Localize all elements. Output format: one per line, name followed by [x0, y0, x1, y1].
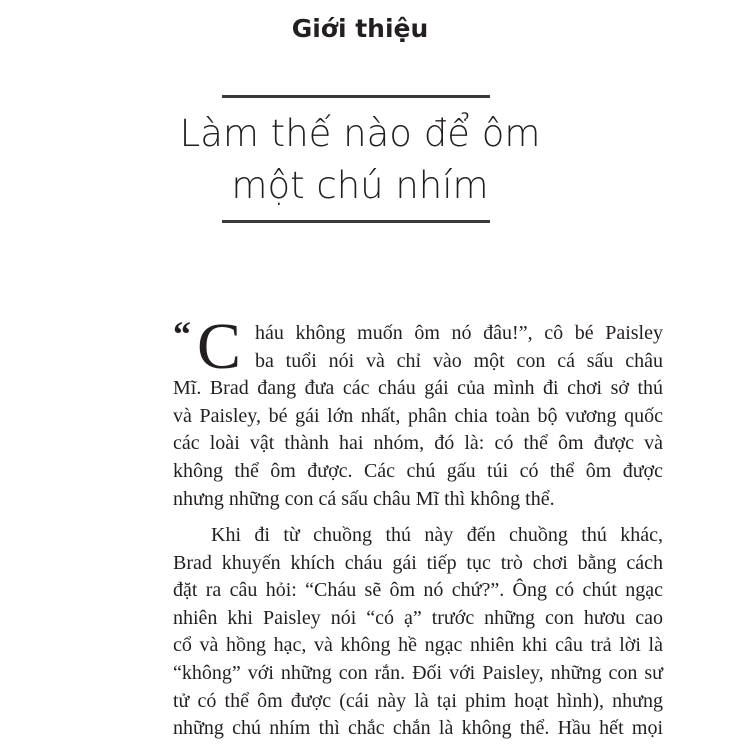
title-top-rule: [222, 95, 490, 98]
chapter-title: [100, 108, 620, 212]
title-line: một chú nhím: [231, 164, 489, 207]
section-label: Giới thiệu: [291, 14, 429, 43]
text-line: tử có thể ôm được (cái này là tại phim hoạt hình), nhưng: [173, 689, 663, 712]
title-bottom-rule: [222, 220, 490, 223]
drop-quote-mark: “: [173, 314, 191, 354]
text-line: Brad khuyến khích cháu gái tiếp tục trò chơi bằng cách: [173, 551, 663, 574]
text-line: Khi đi từ chuồng thú này đến chuồng thú khác,: [211, 524, 663, 546]
text-line: nhiên khi Paisley nói “có ạ” trước những con hươu cao: [173, 606, 663, 629]
drop-cap: C: [197, 310, 242, 383]
text-line: “không” với những con rắn. Đối với Paisley, những con sư: [173, 661, 663, 684]
text-line: ba tuổi nói và chỉ vào một con cá sấu châu: [255, 349, 663, 372]
text-line: đặt ra câu hỏi: “Cháu sẽ ôm nó chứ?”. Ông có chút ngạc: [173, 579, 663, 602]
drop-cap-group: [173, 310, 251, 383]
text-line: Mĩ. Brad đang đưa các cháu gái của mình đi chơi sở thú: [173, 377, 663, 400]
paragraph-1: [173, 310, 663, 513]
title-line: Làm thế nào để ôm: [179, 112, 541, 155]
text-line: không thể ôm được. Các chú gấu túi có thể ôm được: [173, 459, 663, 482]
text-line: các loài vật thành hai nhóm, đó là: có thể ôm được và: [173, 432, 663, 455]
text-line: háu không muốn ôm nó đâu!”, cô bé Paisley: [255, 322, 663, 344]
text-line: những chú nhím thì chắc chắn là không thể. Hầu hết mọi: [173, 717, 663, 740]
text-line: và Paisley, bé gái lớn nhất, phân chia toàn bộ vương quốc: [173, 404, 663, 427]
text-line: nhưng những con cá sấu châu Mĩ thì không thể.: [173, 487, 555, 510]
text-line: cổ và hồng hạc, và không hề ngạc nhiên khi câu trả lời là: [173, 634, 663, 657]
paragraph-2: [173, 522, 663, 743]
